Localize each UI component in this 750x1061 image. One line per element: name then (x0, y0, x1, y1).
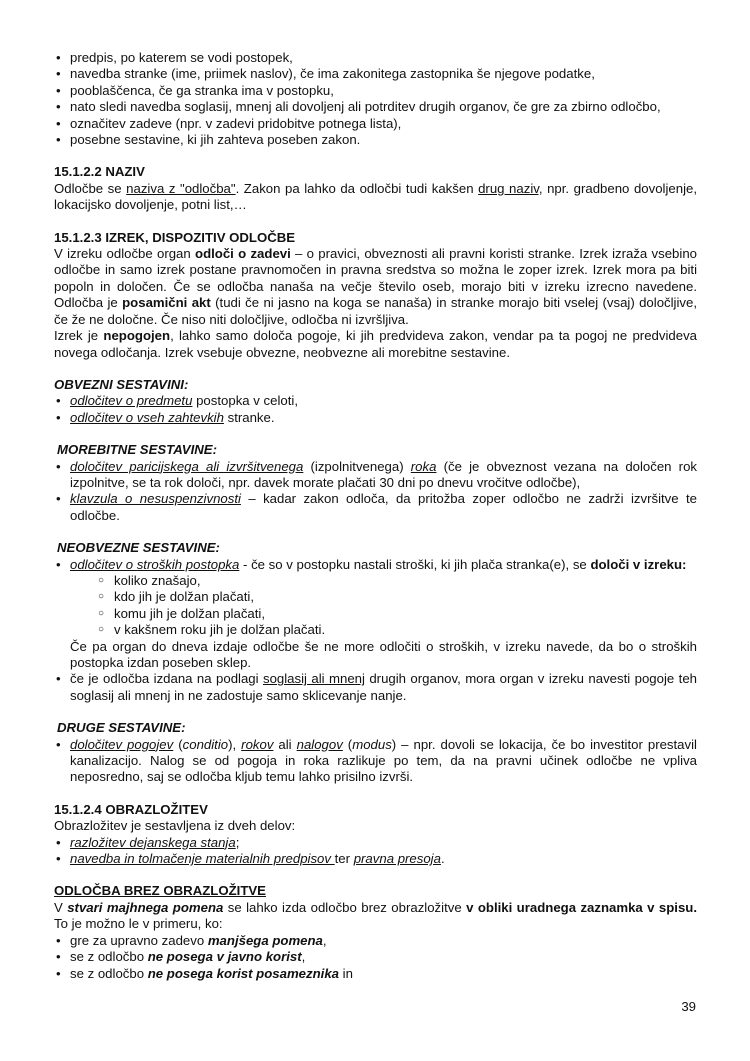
list-item: • odločitev o vseh zahtevkih stranke. (54, 410, 697, 426)
list-item: • določitev pogojev (conditio), rokov ali nalogov (modus) – npr. dovoli se lokacija, če bo investitor prestavil kanalizacijo. Nalog se od pogoja in roka razlikuje po tem, da na pravni učinek odločbe ne vpliva neposredno, saj se odločba kljub temu lahko prisilno izvrši. (54, 737, 697, 786)
list-item: • se z odločbo ne posega v javno korist, (54, 949, 697, 965)
sub-list-item: ○ kdo jih je dolžan plačati, (98, 589, 697, 605)
list-item: • navedba in tolmačenje materialnih predpisov ter pravna presoja. (54, 851, 697, 867)
druge-list (54, 737, 697, 786)
morebitne-list (54, 459, 697, 525)
subheading-druge: DRUGE SESTAVINE: (57, 720, 186, 736)
naziv-paragraph: Odločbe se naziva z "odločba". Zakon pa lahko da odločbi tudi kakšen drug naziv, npr. gradbeno dovoljenje, lokacijsko dovoljenje, potni list,… (54, 180, 697, 213)
page-number: 39 (681, 999, 696, 1014)
section-heading-izrek: 15.1.2.3 IZREK, DISPOZITIV ODLOČBE (54, 229, 296, 245)
list-item: • posebne sestavine, ki jih zahteva poseben zakon. (54, 132, 697, 148)
izrek-paragraph-2: Izrek je nepogojen, lahko samo določa pogoje, ki jih predvideva zakon, vendar pa ta pogoj ne predvideva novega odločanja. Izrek vsebuje obvezne, neobvezne ali morebitne sestavine. (54, 328, 697, 360)
list-item: • nato sledi navedba soglasij, mnenj ali dovoljenj ali potrditev drugih organov, če gre za zbirno odločbo, (54, 99, 697, 115)
document-page (54, 50, 697, 982)
list-item: • navedba stranke (ime, priimek naslov), če ima zakonitega zastopnika še njegove podatke, (54, 66, 697, 82)
section-heading-brez-obrazlozitve: ODLOČBA BREZ OBRAZLOŽITVE (54, 883, 266, 899)
subheading-neobvezne: NEOBVEZNE SESTAVINE: (57, 540, 220, 556)
list-item: • razložitev dejanskega stanja; (54, 835, 697, 851)
list-item: • gre za upravno zadevo manjšega pomena, (54, 933, 697, 949)
list-item: • če je odločba izdana na podlagi soglasij ali mnenj drugih organov, mora organ v izreku navesti pogoje teh soglasij ali mnenj in ne zadostuje samo sklicevanje nanje. (54, 671, 697, 704)
list-item: • se z odločbo ne posega korist posameznika in (54, 966, 697, 982)
list-item: • pooblaščenca, če ga stranka ima v postopku, (54, 83, 697, 99)
obrazlozitev-list (54, 835, 697, 868)
list-item: • odločitev o predmetu postopka v celoti, (54, 393, 697, 409)
neobvezne-list (54, 557, 697, 705)
list-item: • označitev zadeve (npr. v zadevi pridobitve potnega lista), (54, 116, 697, 132)
obvezni-list (54, 393, 697, 426)
izrek-paragraph-1: V izreku odločbe organ odloči o zadevi – o pravici, obveznosti ali pravni koristi stranke. Izrek izraža vsebino odločbe in samo izrek postane pravnomočen in pravna sredstva so možna le zoper izrek. Izrek mora pa biti popoln in določen. Če se odločba nanaša na večje število oseb, morajo biti v izreku izrecno navedene. Odločba je posamični akt (tudi če ni jasno na koga se nanaša) in stranke morajo biti vselej (vsaj) določljive, če že ne določne. Če niso niti določljive, odločba ni izvršljiva. (54, 246, 698, 327)
sub-list-item: ○ koliko znašajo, (98, 573, 697, 589)
stroski-sub-list (70, 573, 697, 639)
section-heading-obrazlozitev: 15.1.2.4 OBRAZLOŽITEV (54, 801, 208, 817)
obrazlozitev-intro: Obrazložitev je sestavljena iz dveh delov: (54, 818, 296, 834)
section-heading-naziv: 15.1.2.2 NAZIV (54, 164, 145, 180)
sub-list-item: ○ komu jih je dolžan plačati, (98, 606, 697, 622)
sub-list-item: ○ v kakšnem roku jih je dolžan plačati. (98, 622, 697, 638)
list-item: • odločitev o stroških postopka - če so v postopku nastali stroški, ki jih plača stranka(e), se določi v izreku: ○ koliko znašajo, ○ kdo jih je dolžan plačati, ○ komu jih je dolžan plačati, ○ v kakšnem roku jih je dolžan plačati. Če pa organ do dneva izdaje odločbe še ne more odločiti o stroških, v izreku navede, da bo o stroških postopka izdan poseben sklep. (54, 557, 697, 672)
intro-bullet-list (54, 50, 697, 148)
brez-paragraph: V stvari majhnega pomena se lahko izda odločbo brez obrazložitve v obliki uradnega zaznamka v spisu. To je možno le v primeru, ko: (54, 899, 698, 932)
list-item: • klavzula o nesuspenzivnosti – kadar zakon odloča, da pritožba zoper odločbo ne zadrži izvršitve te odločbe. (54, 491, 697, 524)
list-item: • predpis, po katerem se vodi postopek, (54, 50, 697, 66)
brez-list (54, 933, 697, 982)
list-item: • določitev paricijskega ali izvršitvenega (izpolnitvenega) roka (če je obveznost vezana na določen rok izpolnitve, se ta rok določi, npr. davek morate plačati 30 dni po dnevu vročitve odločbe), (54, 459, 697, 492)
stroski-note: Če pa organ do dneva izdaje odločbe še ne more odločiti o stroških, v izreku navede, da bo o stroških postopka izdan poseben sklep. (70, 638, 697, 670)
subheading-morebitne: MOREBITNE SESTAVINE: (57, 442, 217, 458)
subheading-obvezni: OBVEZNI SESTAVINI: (54, 376, 189, 392)
